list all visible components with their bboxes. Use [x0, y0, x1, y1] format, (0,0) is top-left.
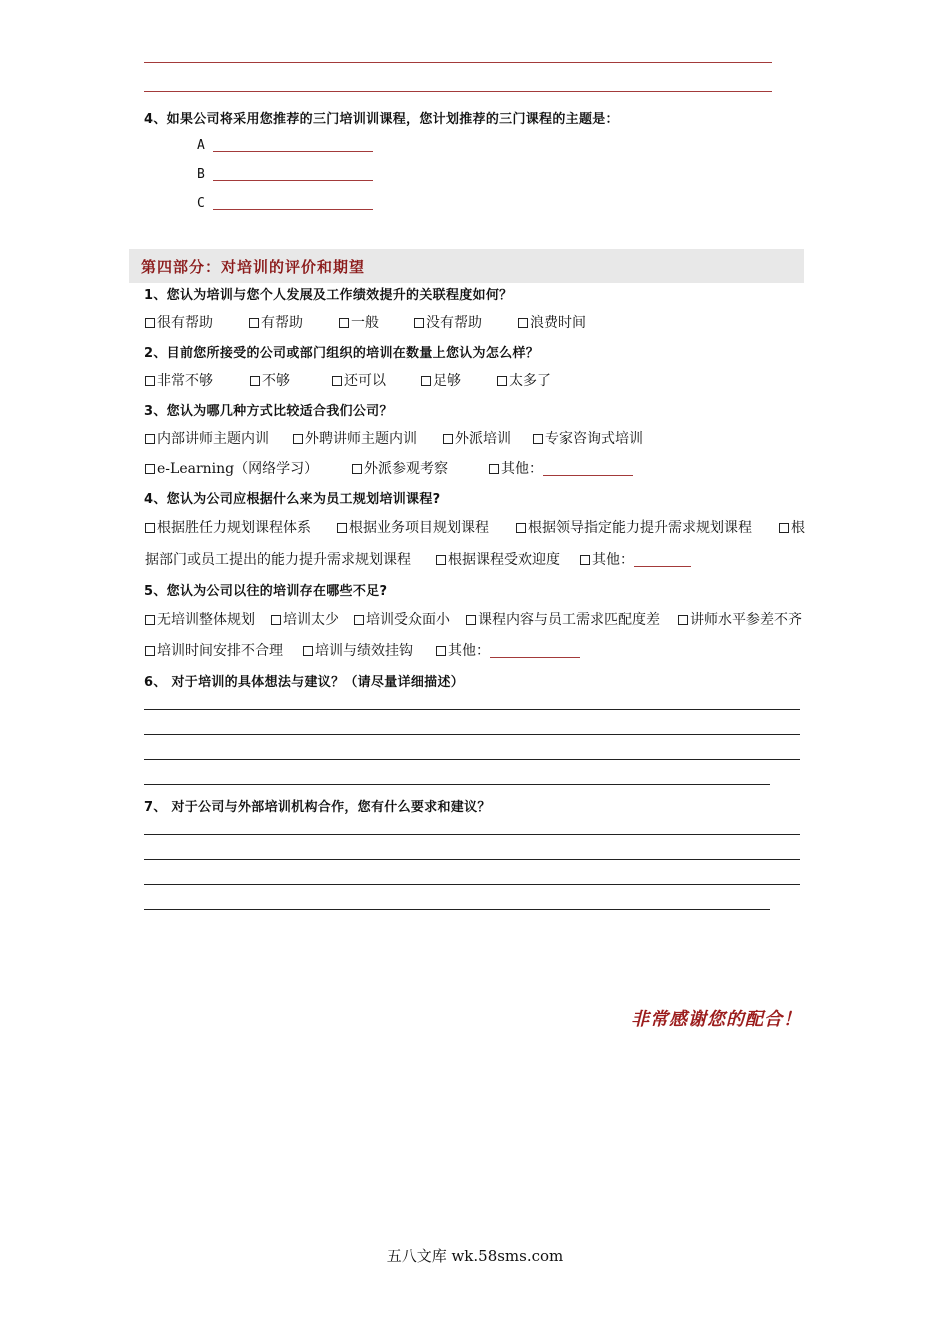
- checkbox[interactable]: [145, 318, 155, 328]
- checkbox[interactable]: [518, 318, 528, 328]
- checkbox[interactable]: [293, 434, 303, 444]
- choice-a-label: A: [197, 138, 205, 153]
- other-input[interactable]: [634, 552, 691, 567]
- option-other[interactable]: 其他：: [489, 458, 633, 478]
- option[interactable]: 培训太少: [271, 609, 339, 629]
- checkbox[interactable]: [145, 464, 155, 474]
- option[interactable]: 一般: [339, 312, 379, 332]
- option[interactable]: 培训受众面小: [354, 609, 450, 629]
- answer-line[interactable]: [144, 834, 800, 835]
- other-input[interactable]: [543, 461, 633, 476]
- option[interactable]: 太多了: [497, 370, 551, 390]
- choice-b-label: B: [197, 167, 205, 182]
- option[interactable]: 很有帮助: [145, 312, 213, 332]
- checkbox[interactable]: [414, 318, 424, 328]
- answer-line[interactable]: [144, 859, 800, 860]
- choice-a-line[interactable]: [213, 151, 373, 152]
- option[interactable]: 内部讲师主题内训: [145, 428, 269, 448]
- answer-line[interactable]: [144, 91, 772, 92]
- checkbox[interactable]: [497, 376, 507, 386]
- checkbox[interactable]: [250, 376, 260, 386]
- checkbox[interactable]: [580, 555, 590, 565]
- option[interactable]: e-Learning（网络学习）: [145, 458, 318, 478]
- option[interactable]: 根据课程受欢迎度: [436, 549, 560, 569]
- option[interactable]: 无培训整体规划: [145, 609, 255, 629]
- checkbox[interactable]: [354, 615, 364, 625]
- option[interactable]: 不够: [250, 370, 290, 390]
- option[interactable]: 培训与绩效挂钩: [303, 640, 413, 660]
- question-1: 1、您认为培训与您个人发展及工作绩效提升的关联程度如何？: [144, 288, 513, 303]
- choice-c-line[interactable]: [213, 209, 373, 210]
- checkbox[interactable]: [145, 646, 155, 656]
- question-prev-4: 4、如果公司将采用您推荐的三门培训训课程，您计划推荐的三门课程的主题是：: [144, 112, 619, 127]
- option-other[interactable]: 其他：: [436, 640, 580, 660]
- question-7: 7、 对于公司与外部培训机构合作，您有什么要求和建议？: [144, 800, 491, 815]
- answer-line[interactable]: [144, 709, 800, 710]
- checkbox[interactable]: [516, 523, 526, 533]
- answer-line[interactable]: [144, 909, 770, 910]
- question-4: 4、您认为公司应根据什么来为员工规划培训课程?: [144, 492, 441, 507]
- choice-c-label: C: [197, 196, 205, 211]
- option[interactable]: 非常不够: [145, 370, 213, 390]
- option[interactable]: 足够: [421, 370, 461, 390]
- checkbox[interactable]: [249, 318, 259, 328]
- question-6: 6、 对于培训的具体想法与建议？（请尽量详细描述）: [144, 675, 465, 690]
- option[interactable]: 专家咨询式培训: [533, 428, 643, 448]
- checkbox[interactable]: [533, 434, 543, 444]
- answer-line[interactable]: [144, 759, 800, 760]
- checkbox[interactable]: [145, 434, 155, 444]
- checkbox[interactable]: [779, 523, 789, 533]
- answer-line[interactable]: [144, 734, 800, 735]
- checkbox[interactable]: [145, 376, 155, 386]
- checkbox[interactable]: [337, 523, 347, 533]
- checkbox[interactable]: [145, 523, 155, 533]
- section-title: 第四部分：对培训的评价和期望: [141, 258, 366, 276]
- choice-b-line[interactable]: [213, 180, 373, 181]
- option[interactable]: 根据业务项目规划课程: [337, 517, 489, 537]
- checkbox[interactable]: [421, 376, 431, 386]
- option[interactable]: 外派参观考察: [352, 458, 448, 478]
- section-header: [129, 249, 804, 283]
- option-continued[interactable]: 据部门或员工提出的能力提升需求规划课程: [145, 552, 411, 568]
- option[interactable]: 课程内容与员工需求匹配度差: [466, 609, 660, 629]
- checkbox[interactable]: [489, 464, 499, 474]
- checkbox[interactable]: [271, 615, 281, 625]
- option[interactable]: 培训时间安排不合理: [145, 640, 283, 660]
- checkbox[interactable]: [436, 646, 446, 656]
- checkbox[interactable]: [339, 318, 349, 328]
- option[interactable]: 根: [779, 517, 805, 537]
- option[interactable]: 浪费时间: [518, 312, 586, 332]
- question-3: 3、您认为哪几种方式比较适合我们公司？: [144, 404, 393, 419]
- option[interactable]: 外聘讲师主题内训: [293, 428, 417, 448]
- other-input[interactable]: [490, 643, 580, 658]
- answer-line[interactable]: [144, 784, 770, 785]
- checkbox[interactable]: [466, 615, 476, 625]
- option[interactable]: 外派培训: [443, 428, 511, 448]
- checkbox[interactable]: [303, 646, 313, 656]
- question-2: 2、目前您所接受的公司或部门组织的培训在数量上您认为怎么样？: [144, 346, 540, 361]
- option-other[interactable]: 其他：: [580, 549, 691, 569]
- checkbox[interactable]: [352, 464, 362, 474]
- answer-line[interactable]: [144, 62, 772, 63]
- checkbox[interactable]: [332, 376, 342, 386]
- footer-watermark: 五八文库 wk.58sms.com: [386, 1247, 564, 1265]
- checkbox[interactable]: [678, 615, 688, 625]
- checkbox[interactable]: [443, 434, 453, 444]
- option[interactable]: 没有帮助: [414, 312, 482, 332]
- question-5: 5、您认为公司以往的培训存在哪些不足?: [144, 584, 388, 599]
- option[interactable]: 有帮助: [249, 312, 303, 332]
- closing-thanks: 非常感谢您的配合！: [631, 1009, 802, 1030]
- option[interactable]: 还可以: [332, 370, 386, 390]
- answer-line[interactable]: [144, 884, 800, 885]
- option[interactable]: 根据胜任力规划课程体系: [145, 517, 311, 537]
- checkbox[interactable]: [436, 555, 446, 565]
- option[interactable]: 根据领导指定能力提升需求规划课程: [516, 517, 752, 537]
- option[interactable]: 讲师水平参差不齐: [678, 609, 802, 629]
- checkbox[interactable]: [145, 615, 155, 625]
